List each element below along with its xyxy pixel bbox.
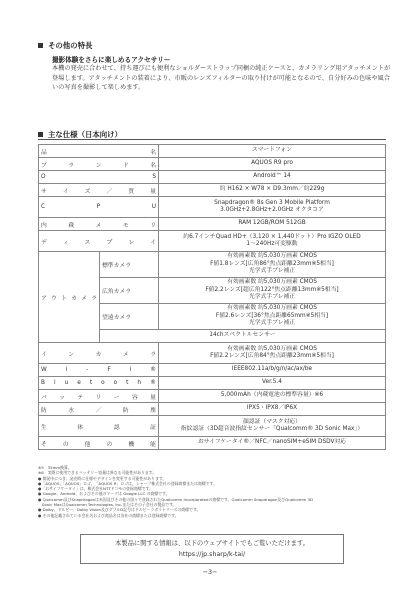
footnote: ●「AQUOS」「AQUOS」ロゴ、「AQUOS R」ロゴは、シャープ株式会社の登録商標または商標です。 xyxy=(38,480,218,486)
label-char: W xyxy=(41,367,47,373)
label-char: ド xyxy=(122,162,129,169)
footnote: ※5 35mm換算。 xyxy=(38,465,72,470)
label-char: ズ xyxy=(84,188,91,195)
label-char: 品 xyxy=(41,149,47,156)
label-char: モ xyxy=(122,222,129,229)
label-char: ® xyxy=(150,367,156,373)
page-number: −3− xyxy=(202,568,218,576)
spec-value: スマートフォン xyxy=(159,145,386,158)
label-char: ® xyxy=(150,380,156,386)
label-char: メ xyxy=(81,295,87,302)
label-char: イ xyxy=(41,351,47,358)
label-char: 機 xyxy=(128,441,135,448)
spec-value xyxy=(159,197,386,218)
label-char: t xyxy=(89,380,93,386)
spec-label xyxy=(39,171,159,184)
spec-value-line: 有効画素数 約5,030万画素 CMOS xyxy=(227,345,317,352)
spaced-label xyxy=(41,380,156,386)
label-char: i xyxy=(129,367,132,373)
spec-value-line: 1〜240Hz可変駆動 xyxy=(246,241,298,247)
label-char: デ xyxy=(41,239,47,246)
footnote: ● Google、Android、およびその他のマークは Google LLC の商標です。 xyxy=(38,491,170,497)
spaced-label xyxy=(41,160,156,169)
spec-row-bluetooth xyxy=(39,377,386,390)
label-char: ／ xyxy=(106,188,113,195)
label-char: サ xyxy=(41,188,47,195)
label-char: カ xyxy=(71,295,77,302)
label-char: 塵 xyxy=(150,407,156,414)
label-char: レ xyxy=(128,239,135,246)
label-char: イ xyxy=(62,188,69,195)
spec-label xyxy=(39,377,159,390)
footnote: ● Dolby、ドルビー、Dolby Vision及びダブルD記号はドルビーラボラトリーズの商標です。 xyxy=(38,507,201,513)
camera-sub-label: 広角カメラ xyxy=(100,278,159,304)
spaced-label xyxy=(41,405,156,414)
features-body: 本機の発売に合わせて、持ち運びにも便利なショルダーストラップ同梱の純正ケースと、カメラリング用アタッチメントが登場します。アタッチメントの装着により、市販のレンズフィルターの取り付けが可能となるので、自分好みの色味や風合いの写真を撮影して楽しめます。 xyxy=(52,65,391,92)
square-bullet-icon xyxy=(38,43,43,48)
label-char: メ xyxy=(95,222,102,229)
spaced-label xyxy=(41,293,97,302)
spec-label xyxy=(39,364,159,377)
spec-row-product-name xyxy=(39,145,386,158)
spec-value: 約 H162 × W78 × D9.3mm／約229g xyxy=(159,184,386,197)
label-char: 体 xyxy=(77,424,84,431)
label-char: O xyxy=(41,174,46,180)
spaced-label xyxy=(41,174,156,180)
label-char: 水 xyxy=(68,407,75,414)
spec-label xyxy=(39,231,159,252)
spec-value-line: 光学式手ブレ補正 xyxy=(248,268,296,275)
info-box xyxy=(80,534,344,564)
specs-divider xyxy=(38,139,386,140)
footnote: ● その他記載されている会社名および商品名は各社の商標または登録商標です。 xyxy=(38,512,179,518)
label-char: h xyxy=(137,380,142,386)
label-char: S xyxy=(152,174,156,180)
spec-row-biometrics xyxy=(39,416,386,437)
label-char: 蔵 xyxy=(68,222,75,229)
spec-row-os xyxy=(39,171,386,184)
spec-value: AQUOS R9 pro xyxy=(159,158,386,171)
spec-value-line: 有効画素数 約5,030万画素 CMOS xyxy=(227,279,317,286)
spaced-label xyxy=(41,439,156,448)
label-char: 量 xyxy=(150,188,156,195)
spec-value-line: 顔認証（マスク対応） xyxy=(243,418,301,425)
spaced-label xyxy=(41,422,156,431)
spec-row-brand xyxy=(39,158,386,171)
label-char: C xyxy=(41,204,46,210)
spaced-label xyxy=(41,349,156,358)
label-char: ブ xyxy=(41,162,47,169)
label-char: ッ xyxy=(59,394,65,401)
label-char: メ xyxy=(122,351,129,358)
label-char: ア xyxy=(41,295,47,302)
info-url-link[interactable]: https://jp.sharp/k-tai/ xyxy=(178,550,246,558)
spec-row-cpu xyxy=(39,197,386,218)
label-char: ン xyxy=(95,162,102,169)
spaced-label xyxy=(41,392,156,401)
spec-value: IPX5・IPX8／IP6X xyxy=(159,403,386,416)
label-char: t xyxy=(126,380,129,386)
spec-row-battery xyxy=(39,390,386,403)
spec-value-line: 光学式手ブレ補正 xyxy=(248,320,296,327)
label-char: ー xyxy=(113,394,120,401)
spaced-label xyxy=(41,147,156,156)
features-title: 撮影体験をさらに楽しめるアクセサリー xyxy=(52,56,171,64)
spec-value-line: 有効画素数 約5,030万画素 CMOS xyxy=(227,305,317,312)
spec-value: RAM 12GB/ROM 512GB xyxy=(159,218,386,231)
footnote: Sonic MaxはQualcomm Technologies, Inc.またはその子会社の製品です。 xyxy=(38,502,177,508)
label-char: 証 xyxy=(150,424,156,431)
spec-value-line: 3.0GHz+2.8GHz+2.0GHz オクタコア xyxy=(220,207,324,213)
label-char: 名 xyxy=(150,162,156,169)
label-char: 能 xyxy=(150,441,156,448)
footnotes xyxy=(38,465,388,518)
spec-value xyxy=(159,252,386,278)
spec-label xyxy=(39,437,159,450)
spec-value xyxy=(159,416,386,437)
spec-value xyxy=(159,231,386,252)
spec-value xyxy=(159,343,386,364)
label-char: - xyxy=(86,367,89,373)
label-char: 他 xyxy=(84,441,91,448)
spec-label xyxy=(39,145,159,158)
label-char: 量 xyxy=(150,394,156,401)
footnote: ● Qualcomm及びSnapdragonは米国及びその他の国々で登録されたQualcomm Incorporatedの商標です。Qualcomm Snapdragon及びQualcomm 3D xyxy=(38,496,313,502)
label-char: B xyxy=(41,380,45,386)
footnote: ※6 実際に使用できるバッテリー容量は異なる可能性があります。 xyxy=(38,470,157,476)
spec-row-display xyxy=(39,231,386,252)
spec-label xyxy=(39,197,159,218)
label-char: 質 xyxy=(128,188,135,195)
label-char: l xyxy=(53,380,56,386)
label-char: の xyxy=(62,441,69,448)
spaced-label xyxy=(41,186,156,195)
spec-value: 14chスペクトルセンサー xyxy=(100,330,386,343)
label-char: カ xyxy=(95,351,102,358)
spaced-label xyxy=(41,237,156,246)
square-bullet-icon xyxy=(38,132,43,137)
spec-label xyxy=(39,403,159,416)
spec-value-line: F値2.2レンズ[超広角122°焦点距離13mm※5相当] xyxy=(205,286,339,293)
spec-value-line: F値2.6レンズ[36°焦点距離65mm※5相当] xyxy=(215,312,329,319)
label-char: ィ xyxy=(62,239,69,246)
features-heading-text: その他の特長 xyxy=(48,41,93,50)
spaced-label xyxy=(41,367,156,373)
spec-row-waterproof xyxy=(39,403,386,416)
spec-label xyxy=(39,218,159,231)
spec-label xyxy=(39,158,159,171)
spec-label xyxy=(39,390,159,403)
label-char: ト xyxy=(61,295,67,302)
label-char: u xyxy=(64,380,69,386)
label-char: そ xyxy=(41,441,47,448)
label-char: の xyxy=(106,441,113,448)
features-heading xyxy=(38,40,92,51)
label-char: o xyxy=(113,380,118,386)
label-char: ラ xyxy=(150,351,156,358)
camera-sub-label: 標準カメラ xyxy=(100,252,159,278)
spec-value: Ver.5.4 xyxy=(159,377,386,390)
spec-value: Android™ 14 xyxy=(159,171,386,184)
spec-value-line: 光学式手ブレ補正 xyxy=(248,294,296,301)
info-text: 本製品に関する情報は、以下のウェブサイトでもご覧いただけます。 xyxy=(114,540,309,547)
footnote: ●「おサイフケータイ」は、株式会社NTTドコモの登録商標です。 xyxy=(38,486,153,492)
spec-value xyxy=(159,278,386,304)
spec-label xyxy=(39,416,159,437)
label-char: テ xyxy=(77,394,84,401)
spaced-label xyxy=(41,204,156,210)
spaced-label xyxy=(41,220,156,229)
label-char: i xyxy=(65,367,68,373)
label-char: 容 xyxy=(131,394,138,401)
label-char: ラ xyxy=(68,162,75,169)
spec-value: IEEE802.11a/b/g/n/ac/ax/be xyxy=(159,364,386,377)
spec-value-line: F値1.8レンズ[広角86°焦点距離23mm※5相当] xyxy=(210,260,334,267)
label-char: ス xyxy=(84,239,91,246)
label-char: ン xyxy=(68,351,75,358)
label-char: リ xyxy=(150,222,156,229)
spec-value: 5,000mAh（内蔵電池の標準容量）※6 xyxy=(159,390,386,403)
camera-sub-label: 望遠カメラ xyxy=(100,304,159,330)
label-char: イ xyxy=(150,239,156,246)
label-char: ウ xyxy=(51,295,57,302)
spec-label xyxy=(39,184,159,197)
label-char: ／ xyxy=(95,407,102,414)
spec-value-line: Snapdragon® 8s Gen 3 Mobile Platform xyxy=(214,199,330,206)
label-char: U xyxy=(151,204,156,210)
spec-row-wifi xyxy=(39,364,386,377)
label-char: 生 xyxy=(41,424,47,431)
label-char: リ xyxy=(95,394,102,401)
spec-row-front-camera xyxy=(39,343,386,364)
spec-label xyxy=(39,343,159,364)
spec-value xyxy=(159,304,386,330)
spec-row-memory xyxy=(39,218,386,231)
label-char: e xyxy=(77,380,81,386)
label-char: プ xyxy=(106,239,113,246)
label-char: 内 xyxy=(41,222,47,229)
footnote: ● 開発中につき、発売時に仕様やデザインを変更する可能性があります。 xyxy=(38,475,167,481)
spec-value-line: 約6.7インチQuad HD+（3,120 × 1,440ドット）Pro IGZO OLED xyxy=(183,233,361,240)
spec-value-line: 指紋認証（3D超音波指紋センサー「Qualcomm® 3D Sonic Max」） xyxy=(180,426,364,432)
specs-heading-text: 主な仕様（日本向け） xyxy=(48,130,122,139)
spec-table xyxy=(38,144,386,450)
label-char: F xyxy=(107,367,111,373)
spec-label xyxy=(39,252,100,343)
label-char: 認 xyxy=(113,424,120,431)
label-char: 防 xyxy=(122,407,129,414)
spec-value: おサイフケータイ®／NFC／nanoSIM+eSIM DSDV対応 xyxy=(159,437,386,450)
label-char: バ xyxy=(41,394,47,401)
label-char: P xyxy=(96,204,101,210)
label-char: 名 xyxy=(150,149,156,156)
spec-row-standard-camera xyxy=(39,252,386,278)
spec-row-size-weight xyxy=(39,184,386,197)
label-char: ラ xyxy=(91,295,97,302)
label-char: 防 xyxy=(41,407,47,414)
spec-row-other-features xyxy=(39,437,386,450)
label-char: o xyxy=(101,380,105,386)
spec-value-line: F値2.2レンズ[広角84°焦点距離23mm※5相当] xyxy=(210,353,334,359)
spec-value-line: 有効画素数 約5,030万画素 CMOS xyxy=(227,253,317,260)
